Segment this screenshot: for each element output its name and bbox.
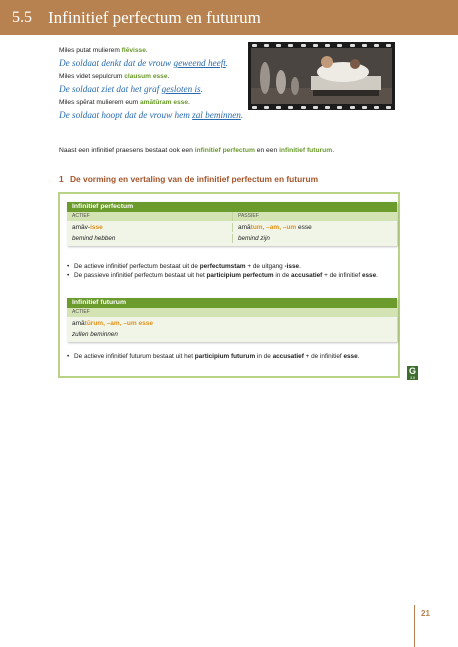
dutch-translation: De soldaat ziet dat het graf gesloten is.: [59, 84, 203, 94]
active-translation: zullen beminnen: [72, 331, 118, 338]
table-infinitief-futurum: [67, 298, 397, 342]
table-title: Infinitief perfectum: [67, 202, 397, 212]
film-perforations-bottom: [248, 105, 395, 110]
scene-illustration: [251, 48, 392, 104]
intro-paragraph: Naast een infinitief praesens bestaat ook een infinitief perfectum en een infinitief futurum.: [59, 147, 335, 154]
example-pair: [59, 46, 244, 69]
film-strip-image: [248, 42, 395, 110]
dutch-translation: De soldaat denkt dat de vrouw geweend heeft.: [59, 58, 229, 68]
film-frame: [251, 48, 392, 104]
table-row-translation: [67, 234, 397, 246]
chapter-header: [0, 0, 458, 35]
list-item: • De actieve infinitief perfectum bestaat uit de perfectumstam + de uitgang -isse.: [67, 262, 387, 271]
bullet-list-futurum: [67, 352, 387, 361]
table-title: Infinitief futurum: [67, 298, 397, 308]
table-row-form: [67, 317, 397, 330]
table-infinitief-perfectum: [67, 202, 397, 246]
example-pair: [59, 98, 244, 121]
section-title: De vorming en vertaling van de infinitief perfectum en futurum: [70, 174, 319, 184]
active-form: amāv-isse: [72, 224, 103, 231]
table-row-form: [67, 221, 397, 234]
latin-sentence: Miles videt sepulcrum clausum esse.: [59, 73, 170, 80]
chapter-title: Infinitief perfectum en futurum: [48, 7, 261, 27]
bullet-list-perfectum: [67, 262, 387, 280]
dutch-translation: De soldaat hoopt dat de vrouw hem zal beminnen.: [59, 110, 244, 120]
example-pair: [59, 72, 244, 95]
chapter-number: 5.5: [12, 8, 32, 26]
section-number: 1: [59, 174, 64, 184]
active-form: amātūrum, –am, –um esse: [72, 320, 153, 327]
example-sentences: [59, 43, 244, 121]
table-subheader: ACTIEF: [67, 308, 397, 317]
latin-sentence: Miles spērat mulierem eum amātūram esse.: [59, 99, 190, 106]
active-translation: bemind hebben: [72, 235, 116, 242]
page-number: 21: [414, 605, 430, 647]
passive-form: amātum, –am, –um esse: [232, 223, 397, 232]
table-subheader: ACTIEF PASSIEF: [67, 212, 397, 221]
grammar-reference-icon[interactable]: G 3.5: [408, 366, 416, 380]
table-row-translation: [67, 330, 397, 342]
list-item: • De actieve infinitief futurum bestaat uit het participium futurum in de accusatief + de infinitief esse.: [67, 352, 387, 361]
section-heading: [59, 174, 318, 184]
list-item: • De passieve infinitief perfectum bestaat uit het participium perfectum in de accusatief + de infinitief esse.: [67, 271, 387, 280]
grammar-box: [58, 192, 400, 378]
passive-translation: bemind zijn: [232, 234, 397, 243]
latin-sentence: Miles putat mulierem flēvisse.: [59, 47, 148, 54]
film-perforations-top: [248, 43, 395, 48]
